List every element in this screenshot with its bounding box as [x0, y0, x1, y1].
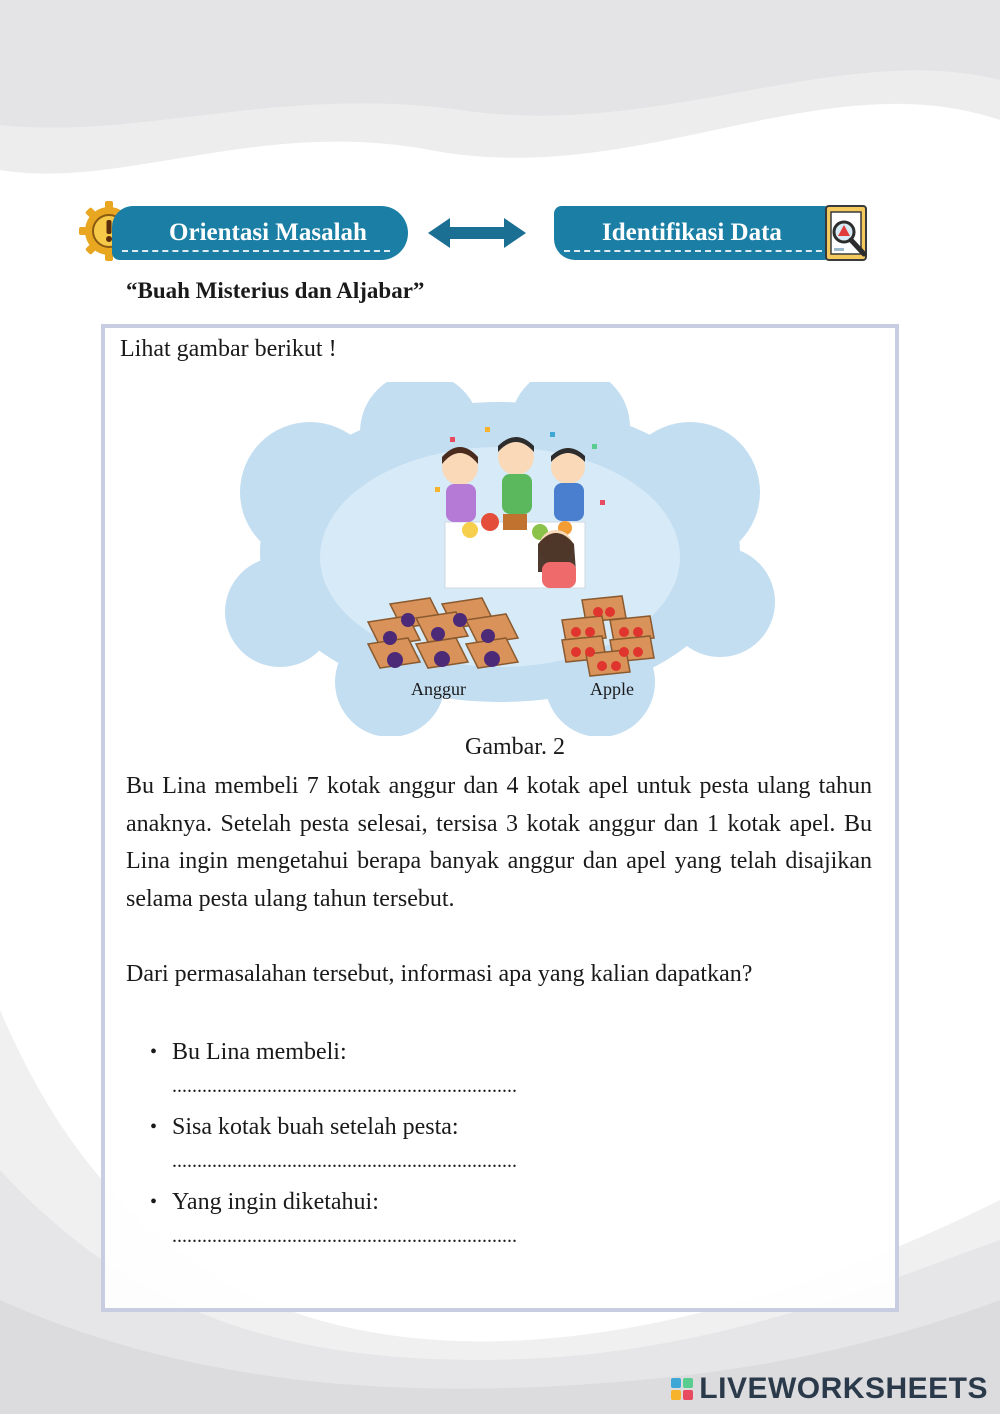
party-illustration	[220, 382, 780, 736]
liveworksheets-brand-text: LIVEWORKSHEETS	[699, 1372, 988, 1405]
question-label: • Yang ingin diketahui:	[172, 1189, 379, 1215]
liveworksheets-logo-icon	[671, 1378, 693, 1400]
figure-caption: Gambar. 2	[465, 734, 565, 760]
intro-text: Lihat gambar berikut !	[120, 336, 337, 362]
list-item	[150, 1034, 710, 1109]
question-label: • Bu Lina membeli:	[172, 1039, 347, 1065]
answer-list	[150, 1034, 710, 1259]
worksheet-subtitle: “Buah Misterius dan Aljabar”	[126, 278, 425, 303]
double-arrow-icon	[428, 218, 526, 248]
list-item	[150, 1109, 710, 1184]
identifikasi-data-header: Identifikasi Data	[554, 206, 850, 260]
question-paragraph: Dari permasalahan tersebut, informasi apa yang kalian dapatkan?	[126, 961, 753, 987]
list-item	[150, 1184, 710, 1259]
answer-field[interactable]: .....................................................................	[172, 1225, 517, 1247]
orientasi-masalah-header: Orientasi Masalah	[112, 206, 408, 260]
document-search-icon	[822, 204, 874, 264]
answer-field[interactable]: .....................................................................	[172, 1075, 517, 1097]
apple-label: Apple	[590, 679, 634, 699]
question-label: • Sisa kotak buah setelah pesta:	[172, 1114, 459, 1140]
liveworksheets-logo	[671, 1372, 988, 1406]
problem-paragraph: Bu Lina membeli 7 kotak anggur dan 4 kotak apel untuk pesta ulang tahun anaknya. Setelah pesta selesai, tersisa 3 kotak anggur dan 1 kotak apel. Bu Lina ingin mengetahui berapa banyak anggur dan apel yang telah disajikan selama pesta ulang tahun tersebut.	[126, 773, 872, 912]
grapes-label: Anggur	[411, 679, 466, 699]
answer-field[interactable]: .....................................................................	[172, 1150, 517, 1172]
